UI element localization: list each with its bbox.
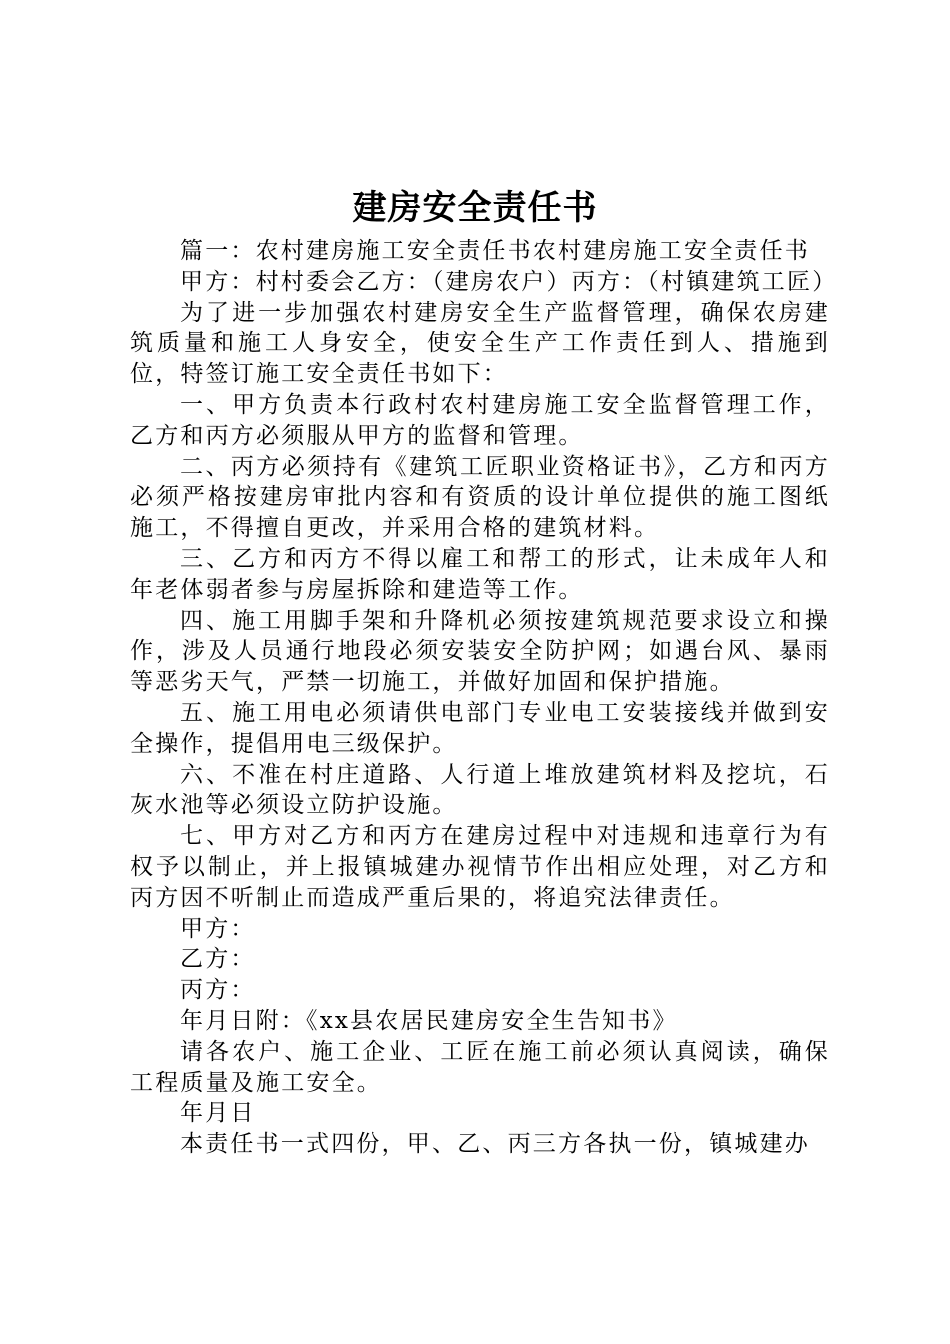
paragraph-clause-6: 六、不准在村庄道路、人行道上堆放建筑材料及挖坑，石灰水池等必须设立防护设施。: [130, 761, 830, 819]
paragraph-clause-2: 二、丙方必须持有《建筑工匠职业资格证书》，乙方和丙方必须严格按建房审批内容和有资质的设计单位提供的施工图纸施工，不得擅自更改，并采用合格的建筑材料。: [130, 453, 830, 542]
paragraph-clause-4: 四、施工用脚手架和升降机必须按建筑规范要求设立和操作，涉及人员通行地段必须安装安全防护网；如遇台风、暴雨等恶劣天气，严禁一切施工，并做好加固和保护措施。: [130, 607, 830, 696]
paragraph-clause-7: 七、甲方对乙方和丙方在建房过程中对违规和违章行为有权予以制止，并上报镇城建办视情节作出相应处理，对乙方和丙方因不听制止而造成严重后果的，将追究法律责任。: [130, 823, 830, 911]
paragraph-intro: 篇一：农村建房施工安全责任书农村建房施工安全责任书: [180, 238, 810, 264]
paragraph-clause-1: 一、甲方负责本行政村农村建房施工安全监督管理工作，乙方和丙方必须服从甲方的监督和管理。: [130, 391, 830, 449]
signature-party-b: 乙方：: [180, 946, 256, 973]
paragraph-clause-5: 五、施工用电必须请供电部门专业电工安装接线并做到安全操作，提倡用电三级保护。: [130, 699, 830, 757]
paragraph-date: 年月日: [180, 1100, 256, 1127]
paragraph-clause-3: 三、乙方和丙方不得以雇工和帮工的形式，让未成年人和年老体弱者参与房屋拆除和建造等工作。: [130, 545, 830, 603]
document-title: 建房安全责任书: [352, 188, 598, 228]
paragraph-notice: 请各农户、施工企业、工匠在施工前必须认真阅读，确保工程质量及施工安全。: [130, 1038, 830, 1096]
paragraph-date-attachment: 年月日附：《xx县农居民建房安全生告知书》: [180, 1007, 678, 1034]
signature-party-c: 丙方：: [180, 977, 256, 1004]
paragraph-copies: 本责任书一式四份，甲、乙、丙三方各执一份，镇城建办: [180, 1131, 810, 1158]
paragraph-purpose: 为了进一步加强农村建房安全生产监督管理，确保农房建筑质量和施工人身安全，使安全生产工作责任到人、措施到位，特签订施工安全责任书如下：: [130, 299, 830, 388]
signature-party-a: 甲方：: [180, 915, 256, 942]
document-body: [130, 236, 838, 1160]
paragraph-parties: 甲方：村村委会乙方：（建房农户）丙方：（村镇建筑工匠）: [180, 268, 838, 295]
